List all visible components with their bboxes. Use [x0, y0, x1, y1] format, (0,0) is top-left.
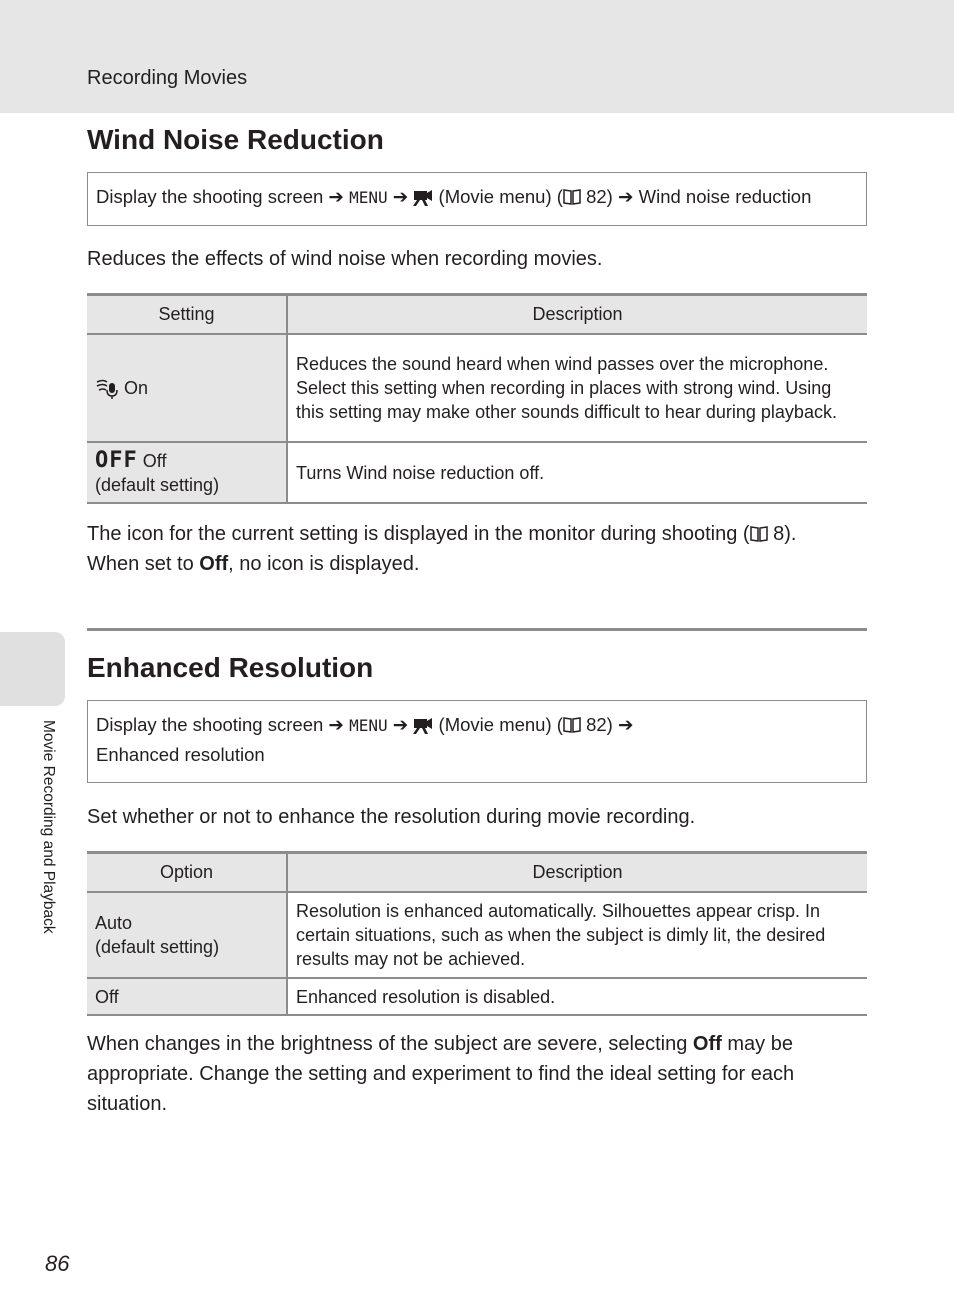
note-text: When changes in the brightness of the subject are severe, selecting — [87, 1033, 693, 1055]
setting-off — [87, 442, 287, 503]
book-icon — [563, 188, 581, 205]
enhanced-menu-path — [87, 700, 867, 783]
note-text: The icon for the current setting is displayed in the monitor during shooting ( — [87, 523, 750, 545]
menu-label: MENU — [349, 188, 388, 207]
table-row — [87, 334, 867, 442]
path-display: Display the shooting screen — [96, 714, 324, 735]
note-bold: Off — [199, 553, 229, 575]
wind-heading: Wind Noise Reduction — [87, 124, 384, 155]
setting-label: Off — [142, 450, 167, 471]
col-description: Description — [287, 853, 867, 893]
enhanced-intro: Set whether or not to enhance the resolution during movie recording. — [87, 806, 696, 828]
path-movie-menu: (Movie menu) ( — [438, 714, 563, 735]
setting-description: Turns Wind noise reduction off. — [287, 442, 867, 503]
book-icon — [750, 525, 768, 542]
wind-note — [87, 519, 872, 579]
wind-settings-table — [87, 293, 867, 504]
option-description: Resolution is enhanced automatically. Silhouettes appear crisp. In certain situations, such as when the subject is dimly lit, the desired results may not be achieved. — [287, 892, 867, 978]
enhanced-heading: Enhanced Resolution — [87, 652, 374, 683]
option-label: Auto — [95, 913, 133, 933]
arrow-right-icon: ➔ — [328, 714, 344, 735]
table-row — [87, 978, 867, 1015]
option-auto — [87, 892, 287, 978]
menu-label: MENU — [349, 716, 388, 735]
note-text: When set to — [87, 553, 200, 575]
header-title: Recording Movies — [87, 67, 248, 89]
note-bold: Off — [692, 1033, 722, 1055]
wind-intro: Reduces the effects of wind noise when recording movies. — [87, 248, 603, 270]
arrow-right-icon: ➔ — [392, 186, 409, 207]
path-page-ref: 82) — [586, 714, 613, 735]
arrow-right-icon: ➔ — [617, 714, 634, 735]
option-default: (default setting) — [95, 937, 220, 957]
header-band — [0, 0, 954, 113]
note-text: , no icon is displayed. — [228, 553, 420, 575]
table-row — [87, 892, 867, 978]
movie-camera-icon — [413, 189, 433, 207]
col-description: Description — [287, 295, 867, 335]
book-icon — [563, 716, 581, 733]
setting-default: (default setting) — [95, 474, 220, 495]
setting-description: Reduces the sound heard when wind passes over the microphone. Select this setting when recording in places with strong wind. Using this setting may make other sounds difficult to hear during playback. — [287, 334, 867, 442]
wind-noise-icon — [95, 378, 119, 400]
option-description: Enhanced resolution is disabled. — [287, 978, 867, 1015]
arrow-right-icon: ➔ — [392, 714, 409, 735]
path-target: Enhanced resolution — [96, 744, 265, 765]
path-display: Display the shooting screen — [96, 186, 324, 207]
note-ref: 8). — [773, 523, 797, 545]
path-page-ref: 82) — [586, 186, 613, 207]
setting-label: On — [124, 377, 149, 398]
option-off — [87, 978, 287, 1015]
wind-menu-path — [87, 172, 867, 226]
table-row — [87, 442, 867, 503]
arrow-right-icon: ➔ — [617, 186, 634, 207]
arrow-right-icon: ➔ — [328, 186, 344, 207]
page-number: 86 — [45, 1251, 70, 1276]
col-setting: Setting — [87, 295, 287, 335]
path-target: Wind noise reduction — [638, 186, 812, 207]
chapter-label: Movie Recording and Playback — [40, 720, 57, 934]
enhanced-note — [87, 1029, 872, 1119]
path-movie-menu: (Movie menu) ( — [438, 186, 563, 207]
setting-on — [87, 334, 287, 442]
chapter-tab — [0, 632, 65, 706]
option-label: Off — [95, 986, 119, 1007]
note-text: may be appropriate. Change the setting and experiment to find the ideal setting for each situation. — [87, 1033, 795, 1115]
col-option: Option — [87, 853, 287, 893]
enhanced-options-table — [87, 851, 867, 1016]
movie-camera-icon — [413, 717, 433, 735]
section-divider — [87, 628, 867, 631]
off-icon: OFF — [95, 447, 138, 473]
